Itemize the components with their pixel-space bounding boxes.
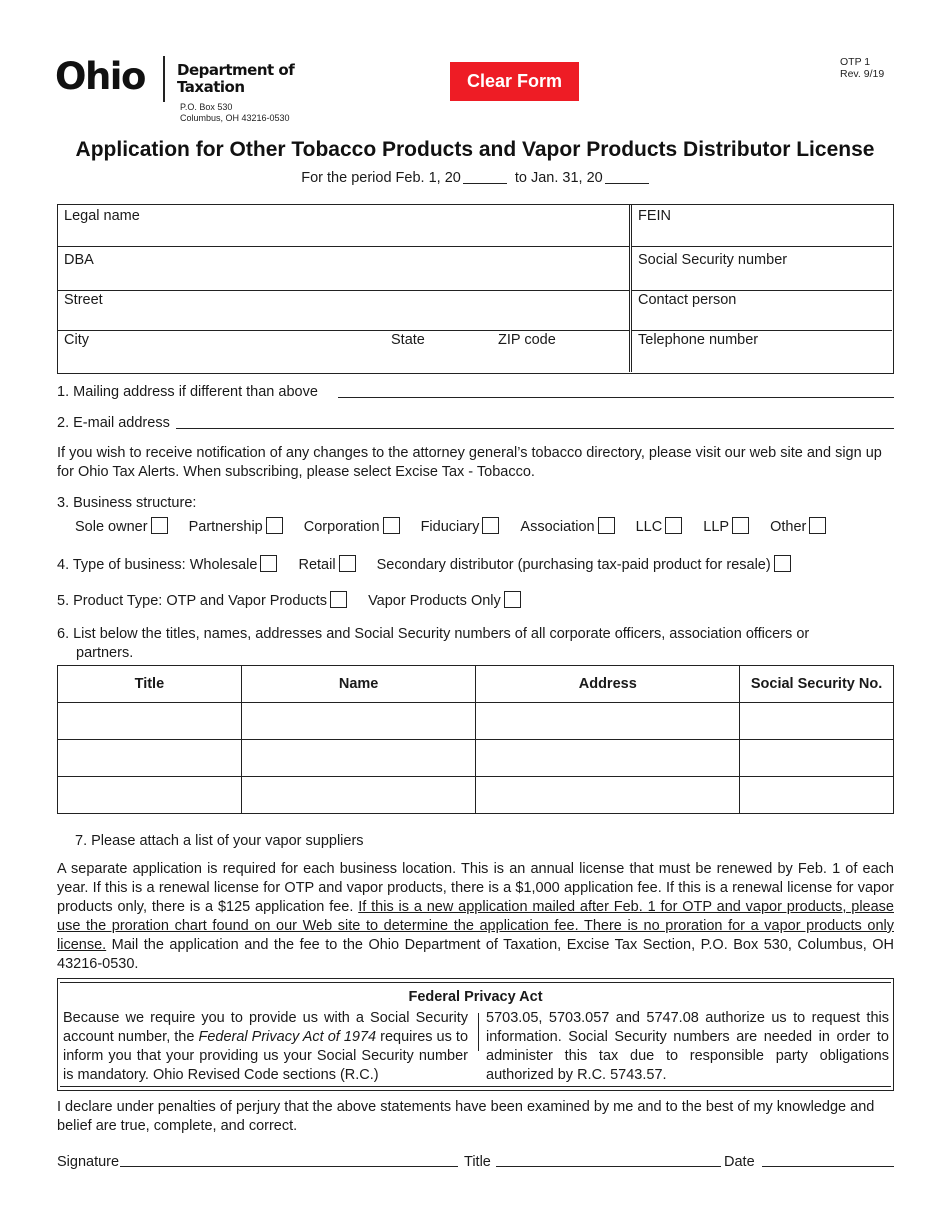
- officer-ssn-cell[interactable]: [740, 703, 894, 740]
- form-revision: Rev. 9/19: [840, 68, 885, 80]
- grid-row-line: [632, 330, 892, 331]
- signature-label: Signature: [57, 1154, 120, 1170]
- tax-alerts-notice: If you wish to receive notification of any changes to the attorney general’s tobacco directory, please visit our web site and sign up for Ohio Tax Alerts. When subscribing, please select Excise Tax - Tobacco.: [57, 445, 882, 480]
- option-otp-vapor[interactable]: OTP and Vapor Products: [166, 591, 347, 609]
- option-fiduciary[interactable]: Fiduciary: [421, 517, 500, 535]
- ssn-field[interactable]: Social Security number: [638, 252, 788, 268]
- option-secondary-distributor[interactable]: Secondary distributor (purchasing tax-paid product for resale): [377, 555, 791, 573]
- form-number: [840, 56, 884, 80]
- officer-address-cell[interactable]: [476, 740, 740, 777]
- privacy-left-text: Because we require you to provide us with a Social Security account number, the Federal Privacy Act of 1974 requires us to inform you that your providing us your Social Security number is mandatory. Ohio Revised Code sections (R.C.): [63, 1010, 469, 1083]
- officer-name-cell[interactable]: [241, 703, 476, 740]
- retail-checkbox[interactable]: [339, 555, 356, 572]
- clear-form-button[interactable]: Clear Form: [450, 62, 579, 101]
- other-checkbox[interactable]: [809, 517, 826, 534]
- table-row: [58, 703, 894, 740]
- applicant-info-grid: [57, 204, 894, 374]
- option-partnership[interactable]: Partnership: [189, 517, 283, 535]
- period-prefix: For the period Feb. 1, 20: [301, 170, 461, 186]
- address-line-1: P.O. Box 530: [180, 102, 233, 112]
- grid-divider: [629, 205, 632, 372]
- instructions-part1: A separate application is required for each business location. This is an annual license that must be renewed by Feb. 1 of each year. If this is a renewal license for OTP and vapor products, there is a $1,000 application fee. If this is a renewal license for vapor products only, there is a $125 application fee.: [57, 861, 894, 915]
- product-type-label: 5. Product Type:: [57, 593, 163, 609]
- declaration-text: I declare under penalties of perjury that the above statements have been examined by me and to the best of my knowledge and belief are true, complete, and correct.: [57, 1099, 875, 1134]
- privacy-inner-frame: [60, 982, 891, 1087]
- privacy-title: Federal Privacy Act: [408, 989, 543, 1005]
- officer-title-cell[interactable]: [58, 740, 242, 777]
- officer-title-cell[interactable]: [58, 703, 242, 740]
- otp-vapor-checkbox[interactable]: [330, 591, 347, 608]
- officer-address-cell[interactable]: [476, 703, 740, 740]
- option-other[interactable]: Other: [770, 517, 826, 535]
- email-label: 2. E-mail address: [57, 415, 170, 431]
- col-title-header: Title: [58, 666, 242, 703]
- table-row: [58, 777, 894, 814]
- address-line-2: Columbus, OH 43216-0530: [180, 113, 290, 123]
- period-middle: to Jan. 31, 20: [514, 170, 603, 186]
- license-period: [0, 170, 950, 186]
- end-year-field[interactable]: [605, 183, 649, 184]
- llp-checkbox[interactable]: [732, 517, 749, 534]
- sole-owner-checkbox[interactable]: [151, 517, 168, 534]
- state-field[interactable]: State: [391, 332, 425, 348]
- business-structure-label: 3. Business structure:: [57, 495, 197, 511]
- instructions-part2: Mail the application and the fee to the Ohio Department of Taxation, Excise Tax Section, P.O. Box 530, Columbus, OH 43216-0530.: [57, 937, 894, 972]
- form-id: OTP 1: [840, 56, 871, 68]
- zip-field[interactable]: ZIP code: [498, 332, 556, 348]
- association-checkbox[interactable]: [598, 517, 615, 534]
- officers-table: [57, 665, 894, 814]
- instructions-proration-note: If this is a new application mailed after Feb. 1 for OTP and vapor products, please use the proration chart found on our Web site to determine the application fee. There is no proration for a vapor products only license.: [57, 899, 894, 953]
- dept-line-1: Department of: [177, 61, 295, 79]
- option-retail[interactable]: Retail: [298, 555, 355, 573]
- option-vapor-only[interactable]: Vapor Products Only: [368, 591, 521, 609]
- contact-person-field[interactable]: Contact person: [638, 292, 737, 308]
- col-name-header: Name: [241, 666, 476, 703]
- fein-field[interactable]: FEIN: [638, 208, 672, 224]
- mailing-address-input[interactable]: [338, 397, 894, 398]
- officer-ssn-cell[interactable]: [740, 777, 894, 814]
- logo-divider: [163, 56, 165, 102]
- business-structure-options: [75, 517, 826, 535]
- officers-label: 6. List below the titles, names, addresses and Social Security numbers of all corporate officers, association officers or: [57, 626, 810, 642]
- street-field[interactable]: Street: [64, 292, 103, 308]
- date-label: Date: [724, 1154, 755, 1170]
- officer-title-cell[interactable]: [58, 777, 242, 814]
- vapor-suppliers-label: 7. Please attach a list of your vapor suppliers: [75, 833, 364, 849]
- table-header-row: [58, 666, 894, 703]
- officer-address-cell[interactable]: [476, 777, 740, 814]
- llc-checkbox[interactable]: [665, 517, 682, 534]
- privacy-act-box: [57, 978, 894, 1091]
- grid-row-line: [632, 246, 892, 247]
- page-title: Application for Other Tobacco Products and Vapor Products Distributor License: [75, 138, 875, 161]
- email-input[interactable]: [176, 428, 894, 429]
- privacy-divider: [478, 1013, 479, 1051]
- col-ssn-header: Social Security No.: [740, 666, 894, 703]
- department-address: [180, 102, 290, 124]
- title-input[interactable]: [496, 1166, 721, 1167]
- option-llc[interactable]: LLC: [636, 517, 683, 535]
- telephone-field[interactable]: Telephone number: [638, 332, 759, 348]
- start-year-field[interactable]: [463, 183, 507, 184]
- grid-row-line: [58, 246, 629, 247]
- grid-row-line: [632, 290, 892, 291]
- option-corporation[interactable]: Corporation: [304, 517, 400, 535]
- option-llp[interactable]: LLP: [703, 517, 749, 535]
- date-input[interactable]: [762, 1166, 894, 1167]
- signature-input[interactable]: [120, 1166, 458, 1167]
- table-row: [58, 740, 894, 777]
- legal-name-field[interactable]: Legal name: [64, 208, 140, 224]
- privacy-right-text: 5703.05, 5703.057 and 5747.08 authorize us to request this information. Social Security numbers are needed in order to administer this tax due to responsible party obligations authorized by R.C. 5743.57.: [486, 1010, 889, 1083]
- dept-line-2: Taxation: [177, 78, 245, 96]
- wholesale-checkbox[interactable]: [260, 555, 277, 572]
- fiduciary-checkbox[interactable]: [482, 517, 499, 534]
- mailing-address-label: 1. Mailing address if different than above: [57, 384, 318, 400]
- ohio-logo: Ohio: [55, 55, 145, 98]
- grid-row-line: [58, 330, 629, 331]
- col-address-header: Address: [476, 666, 740, 703]
- grid-row-line: [58, 290, 629, 291]
- option-sole-owner[interactable]: Sole owner: [75, 517, 168, 535]
- business-type-row: [57, 555, 808, 573]
- option-wholesale[interactable]: Wholesale: [190, 555, 278, 573]
- business-type-label: 4. Type of business:: [57, 557, 186, 573]
- corporation-checkbox[interactable]: [383, 517, 400, 534]
- officer-name-cell[interactable]: [241, 777, 476, 814]
- partnership-checkbox[interactable]: [266, 517, 283, 534]
- dba-field[interactable]: DBA: [64, 252, 94, 268]
- city-field[interactable]: City: [64, 332, 89, 348]
- officers-label-cont: partners.: [76, 645, 134, 661]
- officer-ssn-cell[interactable]: [740, 740, 894, 777]
- secondary-distributor-checkbox[interactable]: [774, 555, 791, 572]
- product-type-row: [57, 591, 538, 609]
- officer-name-cell[interactable]: [241, 740, 476, 777]
- option-association[interactable]: Association: [520, 517, 614, 535]
- vapor-only-checkbox[interactable]: [504, 591, 521, 608]
- department-name: [177, 62, 294, 96]
- title-label: Title: [464, 1154, 491, 1170]
- instructions-paragraph: [57, 860, 894, 974]
